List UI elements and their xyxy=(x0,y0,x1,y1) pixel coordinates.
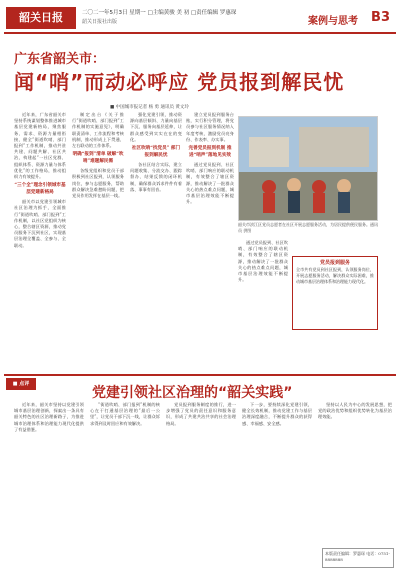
article-column-5 xyxy=(238,240,288,370)
commentary-column-1 xyxy=(14,402,84,552)
section-subtitle: “三个全”理念引领城市基层党建新格局 xyxy=(14,183,66,195)
article-column-3 xyxy=(130,112,182,370)
article-headline: 广东省韶关市： xyxy=(14,52,106,67)
paragraph: 制定出台《关于推行“街道吹哨、部门报到”工作机制的实施意见》，明确职责清单、工作流程和考核机制，推动形成上下贯通、左右联动的工作体系。 xyxy=(72,112,124,149)
paragraph: 近年来，韶关市坚持以党建引领城市基层治理创新，探索出一条具有韶关特色的社区治理新路子，为推进城市治理体系和治理能力现代化提供了有益借鉴。 xyxy=(14,402,84,432)
paragraph: 党员报到服务制度的推行，进一步增强了党员的责任意识和服务意识，形成了共建共治共享的社会治理格局。 xyxy=(166,402,236,426)
paragraph: “街道吹哨、部门报到”机制的核心在于打通基层治理的“最后一公里”，让党员干部下沉一线，让群众诉求得到及时回应和有效解决。 xyxy=(90,402,160,426)
article-subheadline: 闻“哨”而动必呼应 党员报到解民忧 xyxy=(14,70,345,94)
paragraph: 韶关市以党建引领城市社区治理为抓手，全面推行“街道吹哨、部门报到”工作机制，以社区党组织为核心，整合辖区资源，推动党员服务下沉到社区，实现基层治理全覆盖、全参与、全联动。 xyxy=(14,199,66,248)
issue-line-2: 韶关日报社出版 xyxy=(82,19,118,25)
paragraph: 近年来，广东省韶关市坚持系统谋划整体推进城市基层党建新格局，聚焦服务、需求、资源力量相衔接，健全“街道吹哨、部门报到”工作机制，推动共驻共建、问题共解、社区共治，构建起“一社区党群、组织体系、资源力量与体系优化”的工作格局，推动组织力有效提升。 xyxy=(14,112,66,180)
masthead-title: 韶关日报 xyxy=(6,7,76,29)
commentary-headline: 党建引领社区治理的“韶关实践” xyxy=(92,385,293,401)
paragraph: 坚持以人民为中心的发展思想，把党的政治优势和组织优势转化为基层治理效能。 xyxy=(318,402,392,420)
paragraph: 各级党组织和党员干部积极到社区报到，认领服务岗位，参与志愿服务，帮助群众解决急难愁盼问题，把党员作用发挥在基层一线。 xyxy=(72,168,124,199)
sidebar-box-text: 全市共有党员到社区报到，认领服务岗位，开展志愿服务活动，解决群众实际困难，推动城市基层治理体系和治理能力现代化。 xyxy=(296,267,374,284)
sidebar-box xyxy=(292,256,378,330)
sidebar-box-title: 党员报到服务 xyxy=(319,260,350,266)
paragraph: 各社区结合实际，建立问题收集、分流交办、跟踪督办、结果反馈的闭环机制，确保群众诉求件件有着落、事事有回音。 xyxy=(130,162,182,192)
section-subtitle: 完善党员报到机制 推进“哨声”落地见实效 xyxy=(188,146,232,158)
article-column-4 xyxy=(186,112,234,370)
article-column-1 xyxy=(14,112,66,370)
paragraph: 通过党员报到、社区吹哨、部门响应的联动机制，有效整合了辖区资源，推动解决了一批群众关心的热点难点问题，城市基层治理效能不断提升。 xyxy=(238,240,288,283)
paragraph: 强化党建引领，推动资源向基层倾斜、力量向基层下沉、服务向基层延伸，让群众感受到实实在在的变化。 xyxy=(130,112,182,142)
paragraph: 通过党员报到、社区吹哨、部门响应的联动机制，有效整合了辖区资源，推动解决了一批群众关心的热点难点问题，城市基层治理效能不断提升。 xyxy=(186,162,234,205)
news-photo-image xyxy=(239,117,378,221)
page-number: B3 xyxy=(371,10,390,25)
commentary-column-4 xyxy=(242,402,312,552)
footer-note: 本版责任编辑：罗惠琛 电话：0751-8888888 xyxy=(322,548,394,568)
paragraph: 下一步，要持续深化党建引领，健全长效机制，推动党建工作与基层治理深度融合，不断提升群众的获得感、幸福感、安全感。 xyxy=(242,402,312,426)
section-name: 案例与思考 xyxy=(308,16,358,27)
news-photo xyxy=(238,116,378,221)
paragraph: 建立党员报到服务台账，实行积分管理，将党员参与社区服务情况纳入年度考核，激励党员亮身份、作表率、办实事。 xyxy=(186,112,234,142)
article-column-2 xyxy=(72,112,124,370)
commentary-column-5 xyxy=(318,402,392,542)
commentary-column-2 xyxy=(90,402,160,552)
page-header xyxy=(4,4,396,34)
commentary-column-3 xyxy=(166,402,236,552)
article-byline: ■ 中国城市报记者 杨 勇 通讯员 黄文玲 xyxy=(110,105,189,110)
photo-caption: 韶关市浈江区党员志愿者在社区开展志愿服务活动，为居民提供便民服务。通讯员 供图 xyxy=(238,222,378,233)
section-subtitle: 社区吹哨“找党员” 部门报到解民忧 xyxy=(131,146,181,158)
section-subtitle: 明确“报到”清单 破解“吹哨”难题解民需 xyxy=(72,152,124,164)
commentary-tag: ■ 点评 xyxy=(6,378,36,390)
issue-line: 二〇二一年5月3日 星期一 □主编黄骏 美 初 □责任编辑 罗惠琛 xyxy=(82,10,237,16)
